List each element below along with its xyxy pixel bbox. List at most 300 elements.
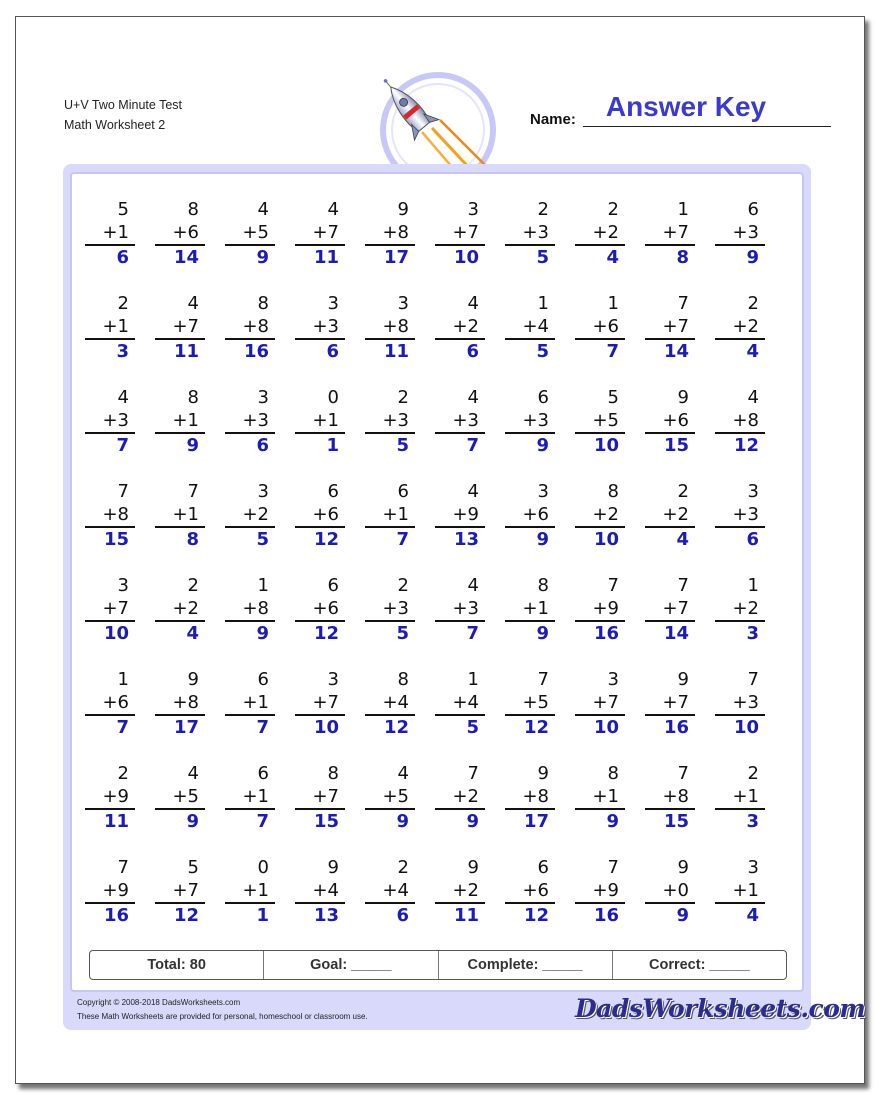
answer: 14	[663, 341, 689, 362]
first-addend: 6	[537, 857, 549, 878]
second-addend: +1	[155, 409, 205, 434]
second-addend: +6	[295, 597, 345, 622]
second-addend: +3	[715, 691, 765, 716]
answer: 7	[256, 717, 269, 738]
second-addend: +6	[505, 879, 555, 904]
second-addend: +6	[155, 221, 205, 246]
answer: 12	[523, 717, 549, 738]
second-addend: +1	[575, 785, 625, 810]
second-addend: +3	[435, 409, 485, 434]
first-addend: 4	[467, 387, 479, 408]
first-addend: 9	[467, 857, 479, 878]
first-addend: 1	[537, 293, 549, 314]
second-addend: +2	[715, 597, 765, 622]
first-addend: 4	[467, 481, 479, 502]
second-addend: +7	[435, 221, 485, 246]
first-addend: 5	[607, 387, 619, 408]
first-addend: 9	[537, 763, 549, 784]
first-addend: 7	[607, 575, 619, 596]
answer: 4	[746, 905, 759, 926]
answer: 12	[173, 905, 199, 926]
problem	[295, 480, 345, 551]
second-addend: +5	[575, 409, 625, 434]
first-addend: 8	[257, 293, 269, 314]
answer: 7	[396, 529, 409, 550]
first-addend: 8	[327, 763, 339, 784]
second-addend: +7	[155, 315, 205, 340]
answer: 9	[186, 435, 199, 456]
problem	[155, 856, 205, 927]
second-addend: +3	[505, 221, 555, 246]
answer: 10	[453, 247, 479, 268]
second-addend: +7	[295, 221, 345, 246]
first-addend: 2	[117, 293, 129, 314]
answer: 11	[383, 341, 409, 362]
first-addend: 8	[187, 199, 199, 220]
first-addend: 2	[607, 199, 619, 220]
second-addend: +8	[645, 785, 695, 810]
problem	[645, 856, 695, 927]
problem	[295, 856, 345, 927]
problem	[85, 480, 135, 551]
problem	[155, 762, 205, 833]
first-addend: 9	[187, 669, 199, 690]
answer: 9	[676, 905, 689, 926]
first-addend: 7	[117, 481, 129, 502]
second-addend: +1	[715, 785, 765, 810]
first-addend: 4	[187, 293, 199, 314]
score-table	[89, 950, 787, 980]
second-addend: +7	[645, 315, 695, 340]
second-addend: +7	[295, 785, 345, 810]
problem	[435, 292, 485, 363]
second-addend: +9	[85, 879, 135, 904]
problem	[225, 292, 275, 363]
answer: 4	[746, 341, 759, 362]
second-addend: +4	[505, 315, 555, 340]
answer: 15	[103, 529, 129, 550]
problem	[225, 198, 275, 269]
answer: 16	[103, 905, 129, 926]
first-addend: 3	[327, 669, 339, 690]
answer: 4	[676, 529, 689, 550]
answer: 6	[256, 435, 269, 456]
answer: 15	[663, 435, 689, 456]
problem	[365, 762, 415, 833]
problem	[645, 386, 695, 457]
problem	[715, 574, 765, 645]
first-addend: 1	[677, 199, 689, 220]
problem	[715, 856, 765, 927]
answer: 10	[593, 717, 619, 738]
first-addend: 2	[187, 575, 199, 596]
answer: 17	[383, 247, 409, 268]
answer: 7	[466, 623, 479, 644]
first-addend: 1	[257, 575, 269, 596]
second-addend: +2	[575, 503, 625, 528]
answer: 1	[326, 435, 339, 456]
first-addend: 7	[747, 669, 759, 690]
answer: 4	[606, 247, 619, 268]
answer: 16	[663, 717, 689, 738]
problem	[85, 198, 135, 269]
first-addend: 6	[257, 669, 269, 690]
answer: 15	[663, 811, 689, 832]
first-addend: 4	[187, 763, 199, 784]
second-addend: +5	[155, 785, 205, 810]
answer: 5	[396, 435, 409, 456]
second-addend: +8	[225, 315, 275, 340]
second-addend: +7	[645, 691, 695, 716]
second-addend: +6	[505, 503, 555, 528]
answer: 16	[243, 341, 269, 362]
problem	[365, 480, 415, 551]
answer: 9	[256, 247, 269, 268]
second-addend: +4	[365, 879, 415, 904]
first-addend: 3	[467, 199, 479, 220]
answer: 6	[396, 905, 409, 926]
problem	[85, 386, 135, 457]
first-addend: 4	[747, 387, 759, 408]
second-addend: +2	[645, 503, 695, 528]
problem	[85, 574, 135, 645]
first-addend: 8	[607, 763, 619, 784]
problem	[715, 386, 765, 457]
answer: 10	[733, 717, 759, 738]
second-addend: +6	[645, 409, 695, 434]
problem	[295, 574, 345, 645]
second-addend: +8	[365, 221, 415, 246]
first-addend: 0	[257, 857, 269, 878]
first-addend: 3	[607, 669, 619, 690]
second-addend: +1	[85, 315, 135, 340]
second-addend: +8	[155, 691, 205, 716]
answer: 6	[466, 341, 479, 362]
answer: 7	[116, 717, 129, 738]
problem	[505, 574, 555, 645]
second-addend: +1	[155, 503, 205, 528]
first-addend: 8	[187, 387, 199, 408]
first-addend: 1	[467, 669, 479, 690]
problem	[295, 386, 345, 457]
problem	[225, 574, 275, 645]
answer: 11	[453, 905, 479, 926]
second-addend: +8	[505, 785, 555, 810]
first-addend: 7	[187, 481, 199, 502]
first-addend: 5	[117, 199, 129, 220]
problem	[645, 198, 695, 269]
usage-line: These Math Worksheets are provided for personal, homeschool or classroom use.	[77, 1012, 368, 1021]
second-addend: +7	[575, 691, 625, 716]
first-addend: 2	[747, 763, 759, 784]
brand-logo: DadsWorksheets.com	[575, 994, 866, 1023]
answer: 5	[466, 717, 479, 738]
first-addend: 3	[117, 575, 129, 596]
problem	[155, 480, 205, 551]
problem	[435, 386, 485, 457]
second-addend: +7	[155, 879, 205, 904]
problem	[505, 386, 555, 457]
problem	[505, 856, 555, 927]
problem	[295, 292, 345, 363]
answer: 9	[256, 623, 269, 644]
total-cell: Total: 80	[90, 951, 264, 979]
second-addend: +2	[435, 879, 485, 904]
second-addend: +7	[645, 221, 695, 246]
second-addend: +7	[295, 691, 345, 716]
first-addend: 1	[117, 669, 129, 690]
answer: 11	[313, 247, 339, 268]
answer: 16	[593, 905, 619, 926]
answer: 7	[116, 435, 129, 456]
goal-cell: Goal: _____	[264, 951, 438, 979]
second-addend: +8	[85, 503, 135, 528]
worksheet-title: U+V Two Minute Test	[64, 98, 182, 112]
first-addend: 8	[397, 669, 409, 690]
second-addend: +1	[295, 409, 345, 434]
second-addend: +2	[435, 315, 485, 340]
second-addend: +3	[85, 409, 135, 434]
problem	[225, 480, 275, 551]
answer: 12	[313, 529, 339, 550]
problem	[435, 856, 485, 927]
problem	[295, 198, 345, 269]
answer: 9	[536, 623, 549, 644]
answer: 12	[313, 623, 339, 644]
answer: 3	[746, 623, 759, 644]
second-addend: +1	[225, 879, 275, 904]
answer: 9	[536, 435, 549, 456]
first-addend: 6	[537, 387, 549, 408]
first-addend: 3	[747, 857, 759, 878]
first-addend: 9	[327, 857, 339, 878]
first-addend: 3	[327, 293, 339, 314]
answer: 5	[396, 623, 409, 644]
first-addend: 7	[467, 763, 479, 784]
second-addend: +7	[85, 597, 135, 622]
answer: 16	[593, 623, 619, 644]
second-addend: +2	[575, 221, 625, 246]
problem	[505, 198, 555, 269]
first-addend: 2	[747, 293, 759, 314]
second-addend: +9	[575, 879, 625, 904]
first-addend: 3	[747, 481, 759, 502]
copyright-line: Copyright © 2008-2018 DadsWorksheets.com	[77, 998, 241, 1007]
first-addend: 2	[117, 763, 129, 784]
second-addend: +3	[365, 409, 415, 434]
answer: 12	[383, 717, 409, 738]
problem	[435, 668, 485, 739]
first-addend: 7	[117, 857, 129, 878]
problem	[435, 480, 485, 551]
problem	[575, 480, 625, 551]
second-addend: +1	[85, 221, 135, 246]
problem	[715, 198, 765, 269]
second-addend: +6	[85, 691, 135, 716]
answer: 5	[256, 529, 269, 550]
first-addend: 3	[537, 481, 549, 502]
second-addend: +8	[715, 409, 765, 434]
problem	[365, 668, 415, 739]
second-addend: +1	[715, 879, 765, 904]
answer: 10	[313, 717, 339, 738]
second-addend: +6	[295, 503, 345, 528]
first-addend: 8	[607, 481, 619, 502]
answer: 5	[536, 341, 549, 362]
first-addend: 6	[397, 481, 409, 502]
problem	[435, 198, 485, 269]
problem	[155, 574, 205, 645]
second-addend: +4	[295, 879, 345, 904]
first-addend: 9	[677, 387, 689, 408]
answer: 14	[663, 623, 689, 644]
first-addend: 9	[677, 857, 689, 878]
second-addend: +3	[295, 315, 345, 340]
second-addend: +4	[365, 691, 415, 716]
problem	[575, 574, 625, 645]
answer: 9	[536, 529, 549, 550]
problem	[155, 386, 205, 457]
answer: 9	[466, 811, 479, 832]
second-addend: +9	[85, 785, 135, 810]
second-addend: +2	[715, 315, 765, 340]
problem	[85, 856, 135, 927]
second-addend: +5	[365, 785, 415, 810]
problem	[85, 762, 135, 833]
problem	[505, 762, 555, 833]
first-addend: 3	[257, 387, 269, 408]
second-addend: +1	[225, 785, 275, 810]
second-addend: +5	[225, 221, 275, 246]
second-addend: +5	[505, 691, 555, 716]
second-addend: +3	[715, 503, 765, 528]
second-addend: +3	[435, 597, 485, 622]
first-addend: 6	[747, 199, 759, 220]
problem	[365, 856, 415, 927]
first-addend: 6	[327, 481, 339, 502]
answer: 13	[313, 905, 339, 926]
second-addend: +1	[505, 597, 555, 622]
problem	[155, 198, 205, 269]
worksheet-subtitle: Math Worksheet 2	[64, 118, 166, 132]
first-addend: 4	[257, 199, 269, 220]
second-addend: +6	[575, 315, 625, 340]
first-addend: 0	[327, 387, 339, 408]
answer: 9	[186, 811, 199, 832]
second-addend: +7	[645, 597, 695, 622]
answer: 11	[173, 341, 199, 362]
problem	[225, 668, 275, 739]
answer: 6	[746, 529, 759, 550]
first-addend: 2	[677, 481, 689, 502]
first-addend: 4	[467, 575, 479, 596]
second-addend: +3	[365, 597, 415, 622]
second-addend: +3	[505, 409, 555, 434]
answer: 17	[173, 717, 199, 738]
problem	[505, 668, 555, 739]
answer: 10	[593, 529, 619, 550]
second-addend: +1	[365, 503, 415, 528]
problem	[645, 762, 695, 833]
first-addend: 6	[257, 763, 269, 784]
first-addend: 2	[397, 575, 409, 596]
first-addend: 1	[747, 575, 759, 596]
first-addend: 3	[397, 293, 409, 314]
problem	[85, 668, 135, 739]
problem	[715, 292, 765, 363]
answer: 13	[453, 529, 479, 550]
second-addend: +1	[225, 691, 275, 716]
first-addend: 2	[397, 857, 409, 878]
answer: 6	[116, 247, 129, 268]
answer: 5	[536, 247, 549, 268]
answer: 3	[116, 341, 129, 362]
first-addend: 7	[677, 763, 689, 784]
answer: 9	[396, 811, 409, 832]
second-addend: +3	[225, 409, 275, 434]
problem	[505, 292, 555, 363]
name-label: Name:	[530, 111, 576, 128]
answer: 10	[593, 435, 619, 456]
problem	[225, 762, 275, 833]
answer: 4	[186, 623, 199, 644]
second-addend: +9	[575, 597, 625, 622]
answer: 7	[606, 341, 619, 362]
answer: 9	[746, 247, 759, 268]
answer: 11	[103, 811, 129, 832]
second-addend: +2	[435, 785, 485, 810]
complete-cell: Complete: _____	[439, 951, 613, 979]
problem	[365, 198, 415, 269]
first-addend: 7	[607, 857, 619, 878]
problem	[365, 292, 415, 363]
name-line	[583, 126, 831, 127]
answer: 6	[326, 341, 339, 362]
first-addend: 8	[537, 575, 549, 596]
answer: 7	[466, 435, 479, 456]
problem	[645, 480, 695, 551]
problem	[645, 574, 695, 645]
answer: 15	[313, 811, 339, 832]
first-addend: 6	[327, 575, 339, 596]
first-addend: 4	[327, 199, 339, 220]
problem	[575, 386, 625, 457]
second-addend: +0	[645, 879, 695, 904]
first-addend: 2	[537, 199, 549, 220]
problem	[435, 762, 485, 833]
problem	[225, 856, 275, 927]
second-addend: +2	[155, 597, 205, 622]
second-addend: +9	[435, 503, 485, 528]
second-addend: +8	[225, 597, 275, 622]
first-addend: 7	[677, 293, 689, 314]
second-addend: +4	[435, 691, 485, 716]
first-addend: 4	[117, 387, 129, 408]
answer-key-title: Answer Key	[605, 91, 767, 122]
problem	[225, 386, 275, 457]
problem	[155, 292, 205, 363]
answer: 14	[173, 247, 199, 268]
answer: 1	[256, 905, 269, 926]
problem	[365, 574, 415, 645]
second-addend: +8	[365, 315, 415, 340]
first-addend: 7	[677, 575, 689, 596]
problem	[575, 198, 625, 269]
answer: 17	[523, 811, 549, 832]
answer: 12	[523, 905, 549, 926]
answer: 10	[103, 623, 129, 644]
problem	[575, 668, 625, 739]
